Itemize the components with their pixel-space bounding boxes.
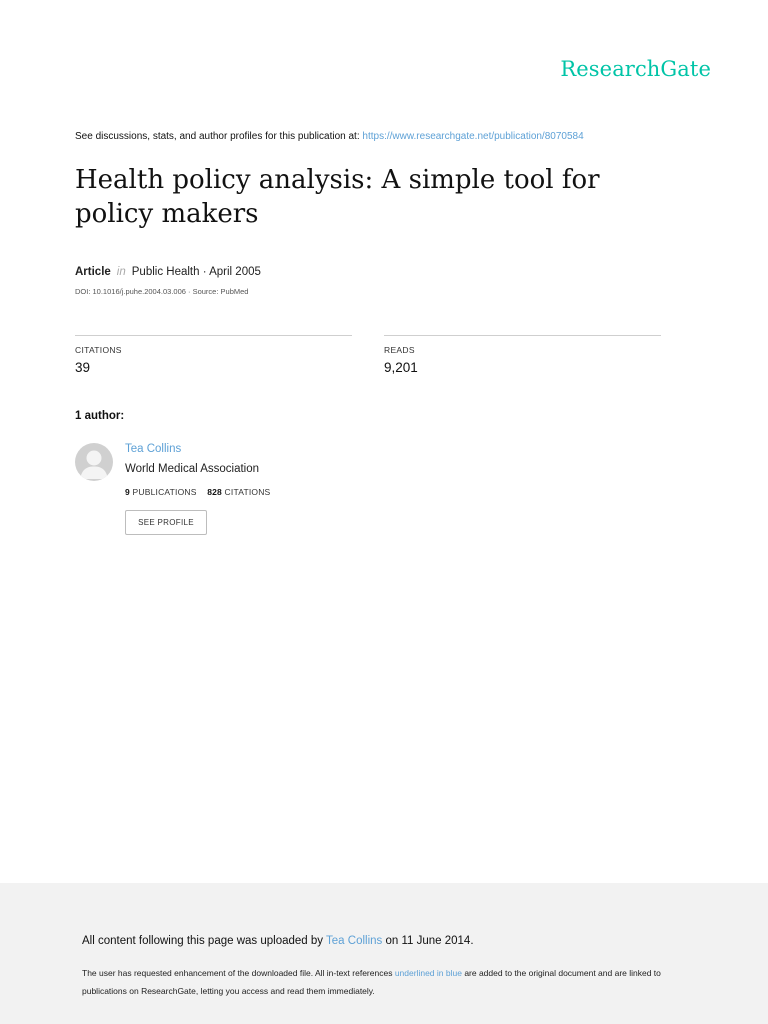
author-citations-count: 828	[207, 487, 222, 497]
publication-title: Health policy analysis: A simple tool for policy makers	[75, 165, 600, 229]
footer	[0, 883, 768, 1024]
author-name-link[interactable]: Tea Collins	[125, 443, 182, 455]
authors-heading: 1 author:	[75, 410, 125, 422]
see-profile-button[interactable]: SEE PROFILE	[125, 510, 207, 535]
upload-prefix: All content following this page was uploaded by	[82, 935, 324, 947]
uploader-link[interactable]: Tea Collins	[326, 935, 383, 947]
author-citations-label: CITATIONS	[224, 487, 271, 497]
citations-value: 39	[75, 360, 91, 375]
publication-meta	[75, 266, 261, 278]
notice-suffix: are added to the original document and are linked to publications on ResearchGate, letting you access and read them immediately.	[82, 968, 661, 996]
reads-stat	[384, 335, 661, 375]
publication-url-link[interactable]: https://www.researchgate.net/publication/8070584	[362, 131, 584, 142]
author-publications-label: PUBLICATIONS	[132, 487, 197, 497]
discussion-prefix: See discussions, stats, and author profiles for this publication at:	[75, 131, 360, 142]
avatar[interactable]	[75, 443, 113, 481]
upload-suffix: on 11 June 2014.	[385, 935, 474, 947]
citations-stat	[75, 335, 352, 375]
notice-prefix: The user has requested enhancement of the downloaded file. All in-text references	[82, 968, 393, 978]
reads-value: 9,201	[384, 360, 418, 375]
upload-line	[82, 935, 474, 947]
publication-type: Article	[75, 266, 111, 278]
user-icon	[75, 443, 113, 481]
author-stats	[125, 487, 270, 497]
author-publications-count: 9	[125, 487, 130, 497]
citations-label: CITATIONS	[75, 345, 122, 355]
author-institution: World Medical Association	[125, 463, 260, 475]
notice-link[interactable]: underlined in blue	[394, 968, 462, 978]
reads-label: READS	[384, 345, 415, 355]
doi-source: DOI: 10.1016/j.puhe.2004.03.006 · Source: PubMed	[75, 287, 249, 296]
researchgate-logo[interactable]: ResearchGate	[560, 57, 711, 81]
venue-date: Public Health · April 2005	[131, 266, 261, 278]
discussion-line	[75, 131, 584, 142]
in-word: in	[116, 266, 126, 278]
enhancement-notice	[82, 964, 682, 1000]
